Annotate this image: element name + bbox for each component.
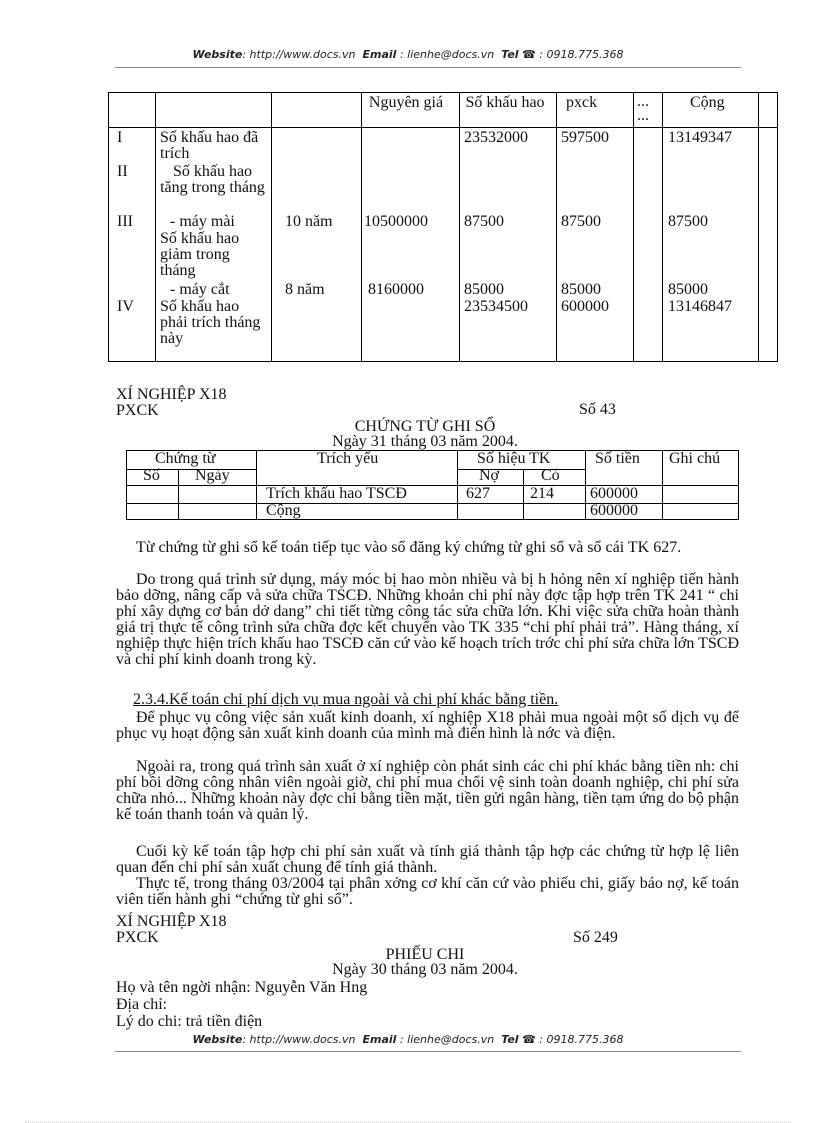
website-label: Website — [192, 48, 243, 61]
paragraph-6: Thực tế, trong tháng 03/2004 tại phân xởng cơ khí căn cứ vào phiếu chi, giấy báo nợ, kế toán viên tiến hành ghi “chứng từ ghi sổ”. — [116, 875, 739, 908]
voucher-title-1: CHỨNG TỪ GHI SỔ — [354, 418, 496, 435]
footer-tel-label: Tel — [501, 1033, 519, 1046]
row1-credit-account: 214 — [530, 485, 554, 502]
voucher-number-2: Số 249 — [573, 929, 618, 946]
cong-phai-trich: 13146847 — [668, 298, 732, 315]
header-rule — [115, 67, 741, 68]
page-header — [0, 48, 816, 61]
paragraph-2: Do trong quá trình sử dụng, máy móc bị hao mòn nhiều và bị h hỏng nên xí nghiệp tiến hành bảo dỡng, nâng cấp và sửa chữa TSCĐ. Những khoản chi phí này đợc tập hợp trên TK 241 “ chi phí xây dựng cơ bản dở dang” chi tiết từng công tác sửa chữa lớn. Khi việc sửa chữa hoàn thành giá trị thực tế công trình sửa chữa đợc kết chuyển vào TK 335 “chi phí phải trả”. Hàng tháng, xí nghiệp thực hiện trích khấu hao TSCĐ căn cứ vào kế hoạch trích trớc chi phí sửa chữa lớn TSCĐ và chi phí kinh doanh trong kỳ. — [116, 571, 739, 668]
px-may-cat: 85000 — [561, 281, 601, 298]
cong-may-mai: 87500 — [668, 213, 708, 230]
company-name-2: XÍ NGHIỆP X18 — [116, 913, 227, 930]
col-no: Nợ — [479, 467, 500, 484]
col-header-nguyen-gia: Nguyên giá — [368, 94, 444, 111]
row-label-ii: II — [117, 163, 128, 180]
col-so: Số — [143, 467, 160, 484]
footer-email-label: Email — [362, 1033, 397, 1046]
footer-email-value: : lienhe@docs.vn — [399, 1033, 495, 1046]
col-ghi-chu: Ghi chú — [669, 450, 721, 467]
row1-debit-account: 627 — [466, 485, 490, 502]
dept-name-1: PXCK — [116, 402, 159, 419]
col-header-dots: ... — [637, 93, 649, 110]
ledger-voucher-table — [126, 450, 739, 520]
company-name-1: XÍ NGHIỆP X18 — [116, 386, 227, 403]
col-header-so-khau-hao: Số khấu hao — [465, 94, 545, 111]
col-co: Có — [541, 467, 560, 484]
cong-may-cat: 85000 — [668, 281, 708, 298]
footer-website-label: Website — [192, 1033, 243, 1046]
phone-icon: ☎ — [522, 48, 536, 61]
tel-value: : 0918.775.368 — [539, 48, 624, 61]
kh-may-cat: 85000 — [464, 281, 504, 298]
footer-tel-value: : 0918.775.368 — [539, 1033, 624, 1046]
desc-tang: Số khấu hao tăng trong tháng — [160, 163, 265, 196]
reason-line: Lý do chi: trả tiền điện — [116, 1013, 263, 1030]
voucher-date-1: Ngày 31 tháng 03 năm 2004. — [332, 433, 518, 450]
row-label-i: I — [117, 129, 123, 146]
desc-giam: Số khấu hao giảm trong tháng — [160, 230, 240, 279]
total-amount: 600000 — [590, 502, 638, 519]
voucher-number-1: Số 43 — [579, 401, 616, 418]
voucher-date-2: Ngày 30 tháng 03 năm 2004. — [332, 961, 518, 978]
px-da-trich: 597500 — [561, 129, 609, 146]
row-label-iii: III — [117, 213, 133, 230]
kh-da-trich: 23532000 — [464, 129, 528, 146]
desc-may-mai: - máy mài — [170, 213, 235, 230]
paragraph-4: Ngoài ra, trong quá trình sản xuất ở xí nghiệp còn phát sinh các chi phí khác bằng tiền nh: chi phí bồi dỡng công nhân viên ngoài giờ, chi phí mua chổi vệ sinh toàn doanh nghiệp, chi phí sửa chữa nhỏ... Những khoản này đợc chi bằng tiền mặt, tiền gửi ngân hàng, tiền tạm ứng do bộ phận kế toán thanh toán và quản lý. — [116, 758, 739, 823]
recipient-line: Họ và tên ngời nhận: Nguyễn Văn Hng — [116, 979, 368, 996]
desc-may-cat: - máy cắt — [170, 281, 230, 298]
row-label-iv: IV — [117, 298, 134, 315]
voucher-title-2: PHIẾU CHI — [385, 946, 465, 963]
ng-may-cat: 8160000 — [368, 281, 424, 298]
px-may-mai: 87500 — [561, 213, 601, 230]
section-heading: 2.3.4.Kế toán chi phí dịch vụ mua ngoài và chi phí khác bằng tiền. — [133, 691, 559, 708]
dept-name-2: PXCK — [116, 929, 159, 946]
website-value: : http://www.docs.vn — [242, 48, 356, 61]
years-may-cat: 8 năm — [285, 281, 325, 298]
col-so-hieu-tk: Số hiệu TK — [477, 450, 551, 467]
tel-label: Tel — [501, 48, 519, 61]
row1-description: Trích khấu hao TSCĐ — [266, 485, 407, 502]
total-label: Cộng — [266, 502, 301, 519]
footer-phone-icon: ☎ — [522, 1033, 536, 1046]
col-header-cong: Cộng — [690, 94, 725, 111]
desc-da-trich: Số khấu hao đã trích — [160, 129, 259, 162]
px-phai-trich: 600000 — [561, 298, 609, 315]
col-trich-yeu: Trích yếu — [317, 450, 379, 467]
paragraph-3: Để phục vụ công việc sản xuất kinh doanh, xí nghiệp X18 phải mua ngoài một số dịch vụ để phục vụ hoạt động sản xuất kinh doanh của mình mà điển hình là nớc và điện. — [116, 709, 739, 742]
kh-phai-trich: 23534500 — [464, 298, 528, 315]
col-ngay: Ngày — [195, 467, 230, 484]
paragraph-1: Từ chứng từ ghi sổ kế toán tiếp tục vào sổ đăng ký chứng từ ghi sổ và sổ cái TK 627. — [136, 539, 682, 556]
row1-amount: 600000 — [590, 485, 638, 502]
col-header-pxck: pxck — [566, 94, 598, 111]
ng-may-mai: 10500000 — [364, 213, 428, 230]
paragraph-5: Cuối kỳ kế toán tập hợp chi phí sản xuất và tính giá thành tập hợp các chứng từ hợp lệ liên quan đến chi phí sản xuất chung để tính giá thành. — [116, 843, 739, 876]
col-so-tien: Số tiền — [595, 450, 640, 467]
cong-da-trich: 13149347 — [668, 129, 732, 146]
email-value: : lienhe@docs.vn — [399, 48, 495, 61]
footer-rule — [115, 1051, 741, 1052]
page-footer — [0, 1033, 816, 1046]
years-may-mai: 10 năm — [285, 213, 333, 230]
email-label: Email — [362, 48, 397, 61]
col-header-dots-2: ... — [637, 107, 649, 124]
footer-website-value: : http://www.docs.vn — [242, 1033, 356, 1046]
address-line: Địa chỉ: — [116, 996, 168, 1013]
col-chung-tu: Chứng từ — [155, 450, 216, 467]
kh-may-mai: 87500 — [464, 213, 504, 230]
desc-phai-trich: Số khấu hao phải trích tháng này — [160, 298, 261, 347]
